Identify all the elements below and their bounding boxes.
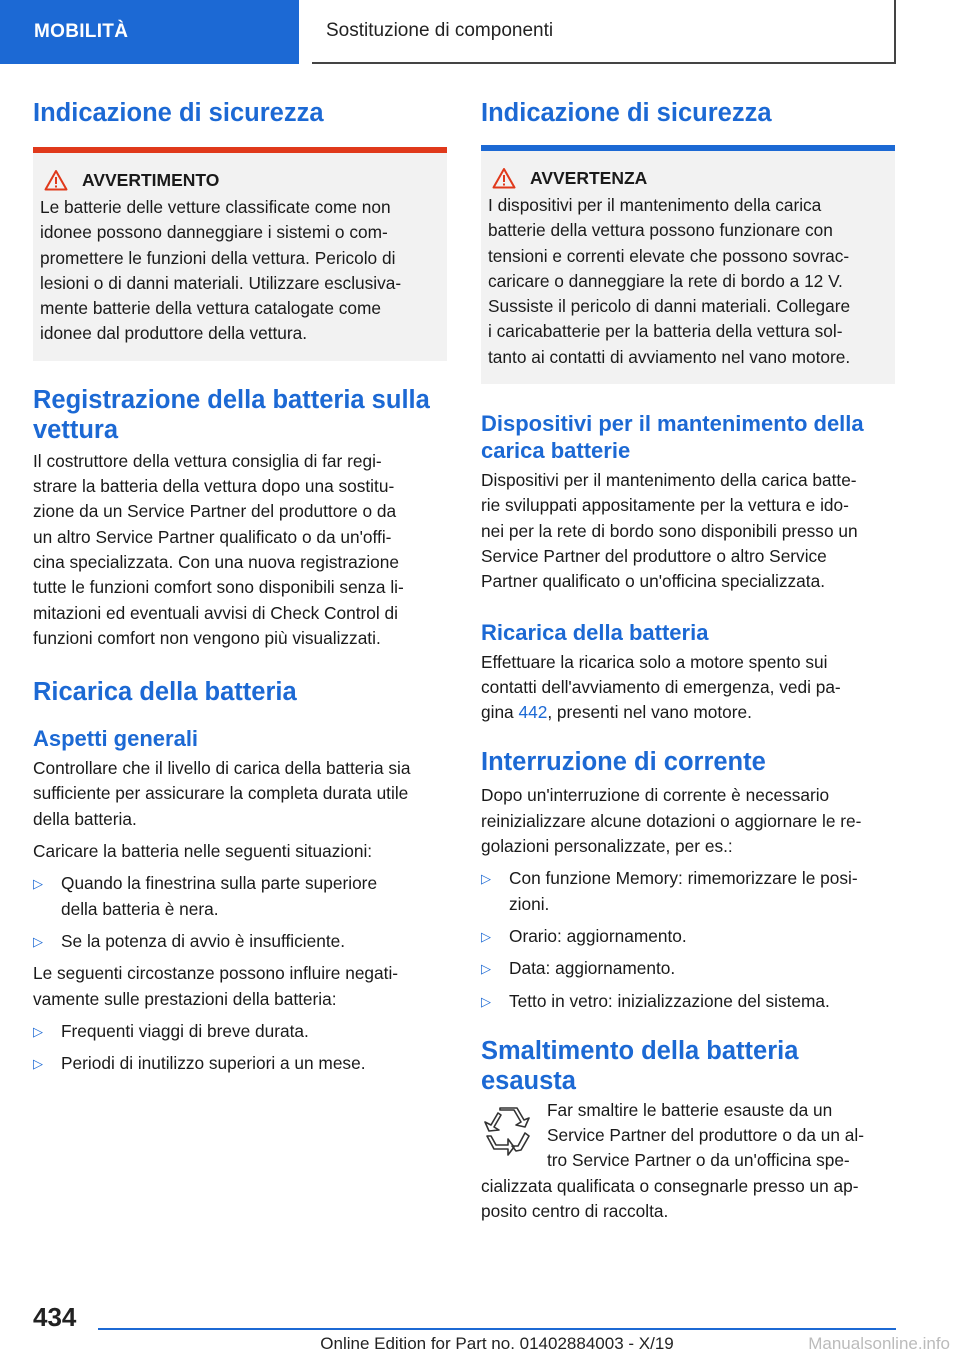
notice-callout — [481, 145, 895, 384]
charge-situations-list — [33, 871, 447, 954]
influence-intro: Le seguenti circostanze possono influire negati- vamente sulle prestazioni della batteria: — [33, 963, 399, 1009]
triangle-bullet-icon: ▷ — [481, 871, 491, 887]
triangle-bullet-icon: ▷ — [33, 1023, 43, 1039]
list-item: ▷ Data: aggiornamento. — [481, 956, 895, 981]
list-item: ▷ Periodi di inutilizzo superiori a un mese. — [33, 1051, 447, 1076]
general-text: Controllare che il livello di carica della batteria sia sufficiente per assicurare la completa durata utile della batteria. — [33, 758, 411, 829]
power-text: Dopo un'interruzione di corrente è necessario reinizializzare alcune dotazioni o aggiornare le re- golazioni personalizzate, per es.: — [481, 785, 862, 857]
warning-callout — [33, 147, 447, 361]
list-item: ▷ Tetto in vetro: inizializzazione del sistema. — [481, 989, 895, 1014]
list-item: ▷ Se la potenza di avvio è insufficiente. — [33, 929, 447, 954]
footer-edition: Online Edition for Part no. 01402884003 - X/19 — [320, 1334, 674, 1353]
triangle-bullet-icon: ▷ — [481, 993, 491, 1009]
page-reference-link[interactable]: 442 — [518, 702, 548, 723]
maintenance-heading: Dispositivi per il mantenimento della carica batterie — [481, 411, 864, 464]
section-tab: MOBILITÀ — [0, 0, 299, 64]
registration-heading: Registrazione della batteria sulla vettura — [33, 385, 430, 444]
safety-heading: Indicazione di sicurezza — [481, 99, 772, 127]
maintenance-text: Dispositivi per il mantenimento della carica batte- rie sviluppati appositamente per la vettura e ido- nei per la rete di bordo sono disponibili presso un Service Partner del produttore o altro Service Partner qualificato o un'officina specializzata. — [481, 470, 858, 592]
page-header-title: Sostituzione di componenti — [312, 0, 896, 64]
disposal-heading: Smaltimento della batteria esausta — [481, 1036, 799, 1095]
left-column — [33, 98, 447, 1076]
disposal-side-text: Far smaltire le batterie esauste da un Service Partner del produttore o da un al- tro Service Partner o da un'officina spe- — [547, 1099, 865, 1171]
recycle-icon — [481, 1098, 547, 1174]
charge-situations-intro: Caricare la batteria nelle seguenti situazioni: — [33, 841, 373, 862]
page-number: 434 — [33, 1302, 77, 1332]
warning-text: Le batterie delle vetture classificate come non idonee possono danneggiare i sistemi o com- promettere le funzioni della vettura. Pericolo di lesioni o di danni materiali. Utilizzare esclusiva- mente batterie della vettura catalogate come idonee dal produttore della vettura. — [40, 197, 402, 344]
warning-callout-head — [44, 169, 440, 191]
triangle-bullet-icon: ▷ — [481, 928, 491, 944]
triangle-bullet-icon: ▷ — [33, 1056, 43, 1072]
general-heading: Aspetti generali — [33, 726, 199, 752]
registration-text: Il costruttore della vettura consiglia di far regi- strare la batteria della vettura dopo una sostitu- zione da un Service Partner del produttore o da un altro Service Partner qualificato o da un'offi- cina specializzata. Con una nuova registrazione tutte le funzioni comfort sono disponibili senza li- mitazioni ed eventuali avvisi di Check Control di funzioni comfort non vengono più visualizzati. — [33, 450, 404, 648]
list-item: ▷ Frequenti viaggi di breve durata. — [33, 1019, 447, 1044]
triangle-bullet-icon: ▷ — [481, 961, 491, 977]
footer-divider — [98, 1328, 896, 1330]
disposal-tail-text: cializzata qualificata o consegnarle presso un ap- posito centro di raccolta. — [481, 1175, 859, 1222]
power-heading: Interruzione di corrente — [481, 748, 766, 777]
list-item: ▷ Con funzione Memory: rimemorizzare le posi- zioni. — [481, 868, 858, 914]
recharge-text: Effettuare la ricarica solo a motore spento sui contatti dell'avviamento di emergenza, vedi pa- gina 442, presenti nel vano motore. — [481, 651, 841, 723]
disposal-block — [481, 1098, 895, 1174]
triangle-bullet-icon: ▷ — [33, 933, 43, 949]
watermark: Manualsonline.info — [808, 1334, 950, 1353]
influences-list — [33, 1019, 447, 1077]
right-column — [481, 98, 895, 1224]
list-item: ▷ Orario: aggiornamento. — [481, 924, 895, 949]
notice-label: AVVERTENZA — [530, 167, 648, 188]
triangle-bullet-icon: ▷ — [33, 876, 43, 892]
power-items-list — [481, 866, 895, 1013]
warning-triangle-icon — [492, 167, 516, 189]
notice-text: I dispositivi per il mantenimento della carica batterie della vettura possono funzionare con tensioni e correnti elevate che possono sovrac- caricare o danneggiare la rete di bordo a 12 V. Sussiste il pericolo di danni materiali. Collegare i caricabatterie per la batteria della vettura sol- tanto ai contatti di avviamento nel vano motore. — [488, 195, 851, 367]
safety-heading: Indicazione di sicurezza — [33, 99, 324, 127]
list-item: ▷ Quando la finestrina sulla parte superiore della batteria è nera. — [33, 873, 378, 919]
recharge-heading: Ricarica della batteria — [481, 619, 709, 645]
warning-triangle-icon — [44, 169, 68, 191]
notice-callout-head — [492, 167, 888, 189]
charging-heading: Ricarica della batteria — [33, 678, 297, 707]
warning-label: AVVERTIMENTO — [82, 169, 220, 190]
